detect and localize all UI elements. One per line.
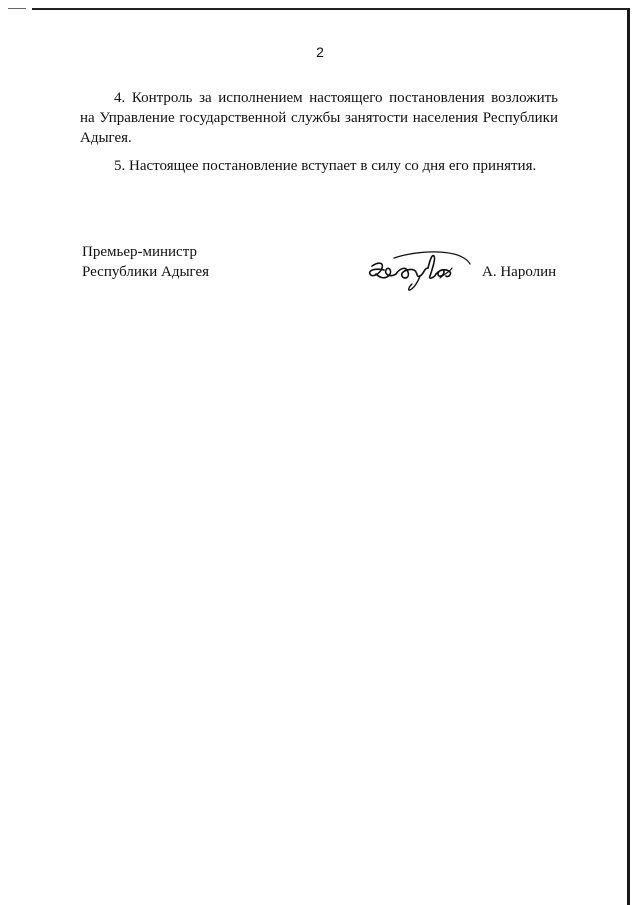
paragraph-5: 5. Настоящее постановление вступает в силу со дня его принятия. (114, 158, 537, 174)
signer-name: А. Наролин (482, 264, 557, 280)
signer-title-line-1: Премьер-министр (82, 244, 197, 260)
signer-title-line-2: Республики Адыгея (82, 264, 210, 280)
signer-title (82, 242, 209, 282)
scan-edge-right (627, 8, 630, 905)
page-number: 2 (316, 44, 324, 60)
scan-edge-top (32, 8, 628, 10)
signature-icon (364, 244, 474, 294)
scan-edge-short (8, 8, 26, 9)
paragraph-4: 4. Контроль за исполнением настоящего постановления возложить на Управление государственной службы занятости населения Республики Адыгея. (80, 90, 558, 146)
